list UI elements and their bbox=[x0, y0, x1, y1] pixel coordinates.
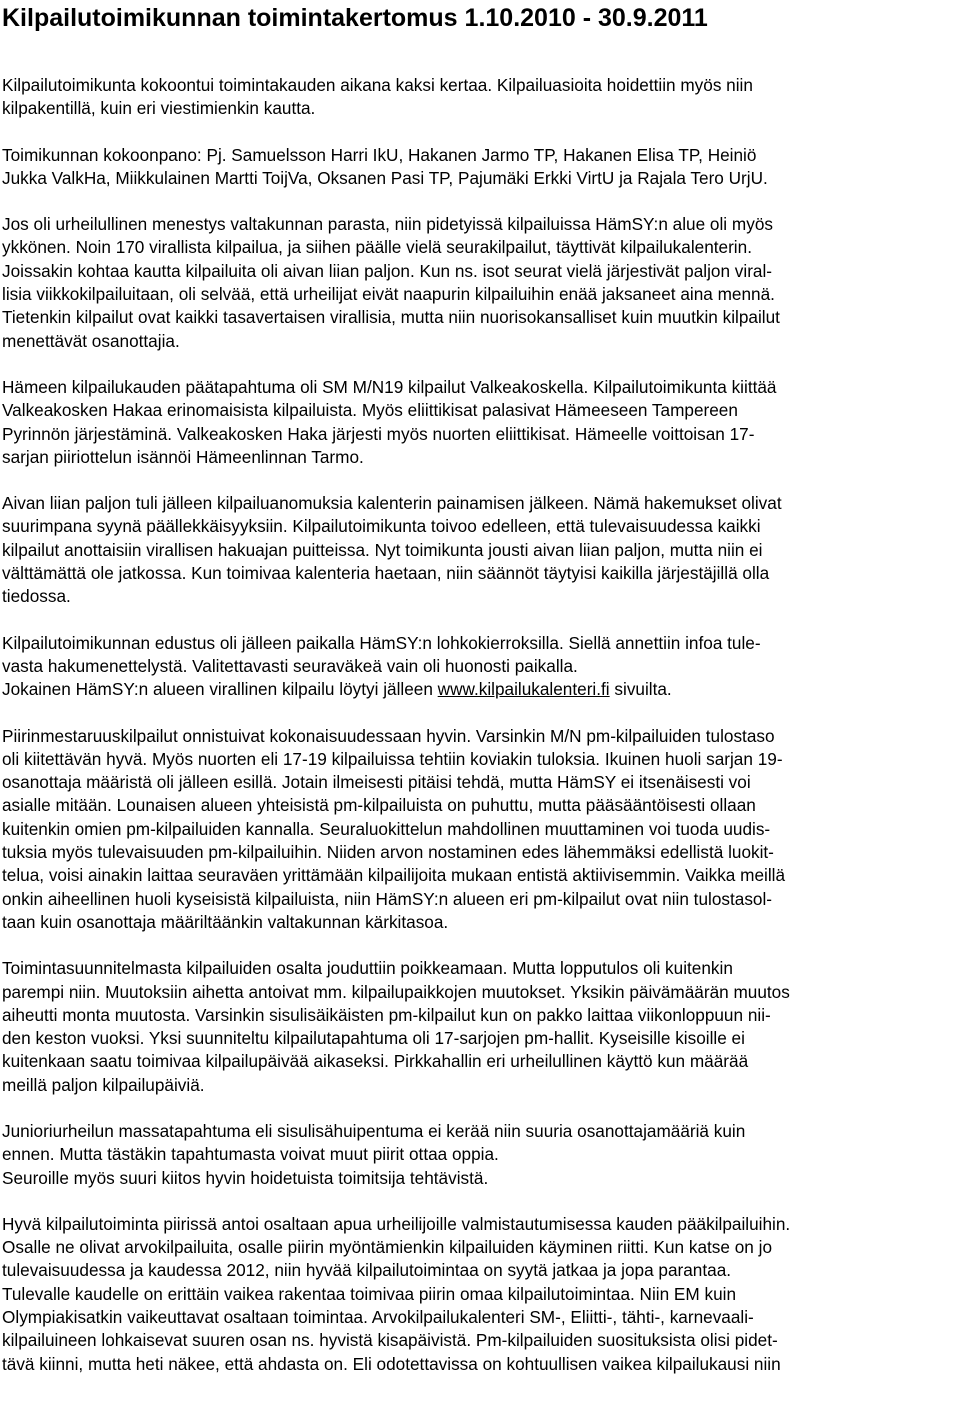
calendar-link[interactable]: www.kilpailukalenteri.fi bbox=[437, 679, 610, 700]
text-line: den keston vuoksi. Yksi suunniteltu kilpailutapahtuma oli 17-sarjojen pm-hallit. Kyseisille kisoille ei bbox=[2, 1028, 745, 1049]
text-line: parempi niin. Muutoksiin aihetta antoivat mm. kilpailupaikkojen muutokset. Yksikin päivämäärän muutos bbox=[2, 981, 790, 1002]
link-line-after: sivuilta. bbox=[609, 679, 672, 700]
text-line: Tulevalle kaudelle on erittäin vaikea rakentaa toimivaa piirin omaa kilpailutoimintaa. Niin EM kuin bbox=[2, 1283, 737, 1304]
text-line: tiedossa. bbox=[2, 586, 71, 607]
text-line: kilpakentillä, kuin eri viestimienkin kautta. bbox=[2, 98, 316, 119]
link-line-before: Jokainen HämSY:n alueen virallinen kilpailu löytyi jälleen bbox=[2, 679, 438, 700]
text-line: telua, voisi ainakin laittaa seuraväen yrittämään kilpailijoita mukaan entistä aktiivisemmin. Vaikka meillä bbox=[2, 865, 786, 886]
paragraph-plan-deviations bbox=[2, 957, 958, 1097]
text-line: asialle mitään. Lounaisen alueen yhteisistä pm-kilpailuista on puhuttu, mutta pääsääntöisesti ollaan bbox=[2, 795, 756, 816]
text-line: Aivan liian paljon tuli jälleen kilpailuanomuksia kalenterin painamisen jälkeen. Nämä hakemukset olivat bbox=[2, 493, 782, 514]
paragraph-representation bbox=[2, 632, 958, 702]
text-line: ykkönen. Noin 170 virallista kilpailua, ja siihen päälle vielä seurakilpailut, täyttivät kilpailukalenterin. bbox=[2, 237, 752, 258]
text-line: Valkeakosken Hakaa erinomaisista kilpailuista. Myös eliittikisat palasivat Hämeeseen Tampereen bbox=[2, 400, 738, 421]
text-line: kuitenkin omien pm-kilpailuiden kannalla. Seuraluokittelun mahdollinen muuttaminen voi tuoda uudis- bbox=[2, 818, 771, 839]
paragraph-outlook bbox=[2, 1213, 958, 1376]
text-line: Hämeen kilpailukauden päätapahtuma oli SM M/N19 kilpailut Valkeakoskella. Kilpailutoimikunta kiittää bbox=[2, 376, 777, 397]
paragraph-meetings bbox=[2, 74, 958, 121]
text-line: Tietenkin kilpailut ovat kaikki tasavertaisen virallisia, mutta niin nuorisokansalliset kuin muutkin kilpailut bbox=[2, 307, 780, 328]
text-line: Hyvä kilpailutoiminta piirissä antoi osaltaan apua urheilijoille valmistautumisessa kauden pääkilpailuihin. bbox=[2, 1213, 791, 1234]
text-line: kuitenkaan saatu toimivaa kilpailupäivää aikaseksi. Pirkkahallin eri urheilullinen käyttö kun määrää bbox=[2, 1051, 749, 1072]
text-line: Kilpailutoimikunnan edustus oli jälleen paikalla HämSY:n lohkokierroksilla. Siellä annettiin infoa tule- bbox=[2, 632, 761, 653]
link-line bbox=[2, 678, 958, 701]
text-line: Jukka ValkHa, Miikkulainen Martti ToijVa, Oksanen Pasi TP, Pajumäki Erkki VirtU ja Rajala Tero UrjU. bbox=[2, 167, 768, 188]
document-title: Kilpailutoimikunnan toimintakertomus 1.10.2010 - 30.9.2011 bbox=[2, 4, 708, 32]
text-line: välttämättä ole jatkossa. Kun toimivaa kalenteria haetaan, niin säännöt täytyisi kaikilla järjestäjillä olla bbox=[2, 563, 770, 584]
paragraph-main-event bbox=[2, 376, 958, 469]
paragraph-applications bbox=[2, 492, 958, 608]
text-line: tuksia myös tulevaisuuden pm-kilpailuihin. Niiden arvon nostaminen edes lähemmäksi edellistä luokit- bbox=[2, 842, 774, 863]
text-line: Osalle ne olivat arvokilpailuita, osalle piirin myöntämienkin kilpailuiden käyminen riitti. Kun katse on jo bbox=[2, 1237, 772, 1258]
paragraph-junior-event bbox=[2, 1120, 958, 1190]
text-line: aiheutti monta muutosta. Varsinkin sisulisäikäisten pm-kilpailut kun on pakko laittaa viikonloppuun nii- bbox=[2, 1004, 771, 1025]
text-line: Piirinmestaruuskilpailut onnistuivat kokonaisuudessaan hyvin. Varsinkin M/N pm-kilpailuiden tulostaso bbox=[2, 725, 775, 746]
text-line: onkin aiheellinen huoli kyseisistä kilpailuista, niin HämSY:n alueen eri pm-kilpailut ovat niin tulostasol- bbox=[2, 888, 773, 909]
text-line: Seuroille myös suuri kiitos hyvin hoidetuista toimitsija tehtävistä. bbox=[2, 1167, 489, 1188]
paragraph-competition-count bbox=[2, 213, 958, 353]
text-line: tävä kiinni, mutta heti näkee, että ahdasta on. Eli odotettavissa on kohtuullisen vaikea kilpailukausi niin bbox=[2, 1353, 781, 1374]
text-line: tulevaisuudessa ja kaudessa 2012, niin hyvää kilpailutoimintaa on syytä jatkaa ja jopa parantaa. bbox=[2, 1260, 732, 1281]
text-line: kilpailut anottaisiin virallisen hakuajan puitteissa. Nyt toimikunta jousti aivan liian paljon, mutta niin ei bbox=[2, 539, 763, 560]
text-line: sarjan piiriottelun isännöi Hämeenlinnan Tarmo. bbox=[2, 446, 364, 467]
text-line: meillä paljon kilpailupäiviä. bbox=[2, 1074, 205, 1095]
text-line: Pyrinnön järjestäminä. Valkeakosken Haka järjesti myös nuorten eliittikisat. Hämeelle voittoisan 17- bbox=[2, 423, 755, 444]
text-line: Jos oli urheilullinen menestys valtakunnan parasta, niin pidetyissä kilpailuissa HämSY:n alue oli myös bbox=[2, 214, 773, 235]
paragraph-district-championships bbox=[2, 725, 958, 935]
text-line: osanottaja määristä oli jälleen esillä. Jotain ilmeisesti pitäisi tehdä, mutta HämSY ei itsenäisesti voi bbox=[2, 772, 751, 793]
text-line: taan kuin osanottaja määriltäänkin valtakunnan kärkitasoa. bbox=[2, 911, 449, 932]
paragraph-committee-members bbox=[2, 144, 958, 191]
text-line: ennen. Mutta tästäkin tapahtumasta voivat muut piirit ottaa oppia. bbox=[2, 1144, 499, 1165]
text-line: Junioriurheilun massatapahtuma eli sisulisähuipentuma ei kerää niin suuria osanottajamääriä kuin bbox=[2, 1120, 746, 1141]
text-line: Toimintasuunnitelmasta kilpailuiden osalta jouduttiin poikkeamaan. Mutta lopputulos oli kuitenkin bbox=[2, 958, 733, 979]
text-line: kilpailuineen lohkaisevat suuren osan ns. hyvistä kisapäivistä. Pm-kilpailuiden suosituksista olisi pidet- bbox=[2, 1330, 778, 1351]
text-line: suurimpana syynä päällekkäisyyksiin. Kilpailutoimikunta toivoo edelleen, että tulevaisuudessa kaikki bbox=[2, 516, 761, 537]
text-line: Joissakin kohtaa kautta kilpailuita oli aivan liian paljon. Kun ns. isot seurat vielä järjestivät paljon viral- bbox=[2, 260, 773, 281]
text-line: vasta hakumenettelystä. Valitettavasti seuraväkeä vain oli huonosti paikalla. bbox=[2, 655, 578, 676]
text-line: menettävät osanottajia. bbox=[2, 330, 180, 351]
text-line: Olympiakisatkin vaikeuttavat osaltaan toimintaa. Arvokilpailukalenteri SM-, Eliitti-, tähti-, karnevaali- bbox=[2, 1307, 754, 1328]
text-line: Kilpailutoimikunta kokoontui toimintakauden aikana kaksi kertaa. Kilpailuasioita hoidettiin myös niin bbox=[2, 75, 753, 95]
text-line: lisia viikkokilpailuitaan, oli selvää, että urheilijat eivät naapurin kilpailuihin enää jaksaneet aina mennä. bbox=[2, 284, 775, 305]
text-line: oli kiitettävän hyvä. Myös nuorten eli 17-19 kilpailuissa tehtiin koviakin tuloksia. Ikuinen huoli sarjan 19- bbox=[2, 748, 783, 769]
text-line: Toimikunnan kokoonpano: Pj. Samuelsson Harri IkU, Hakanen Jarmo TP, Hakanen Elisa TP, Heiniö bbox=[2, 144, 757, 165]
document-page bbox=[2, 0, 958, 1376]
